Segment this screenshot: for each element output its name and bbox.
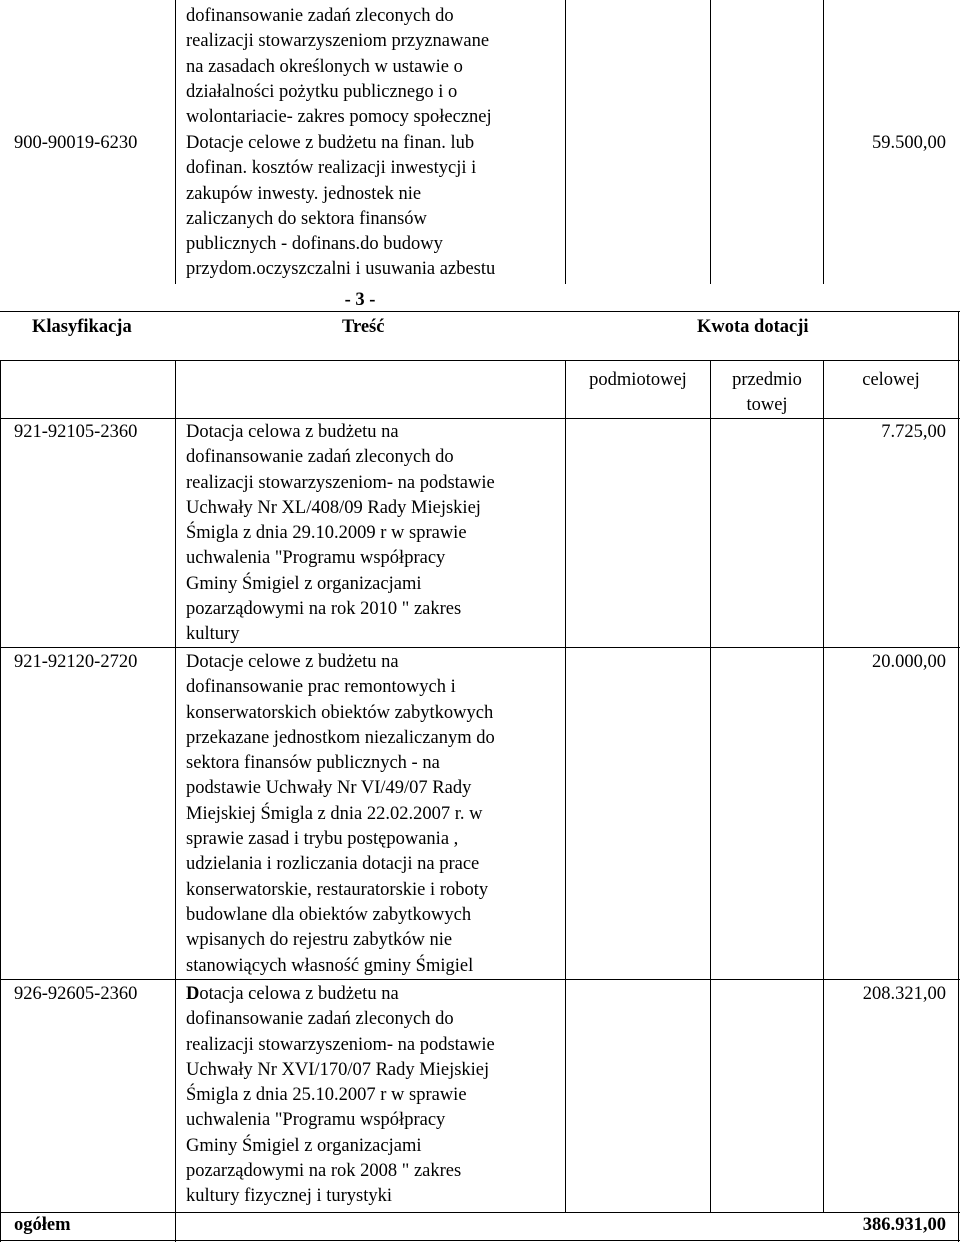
total-amount: 386.931,00	[862, 1215, 946, 1235]
col-divider	[823, 361, 824, 1212]
classification-code: 921-92120-2720	[14, 652, 138, 672]
row-description-rest: otacja celowa z budżetu na dofinansowanie zadań zleconych do realizacji stowarzyszeniom- na podstawie Uchwały Nr XVI/170/07 Rady Miejskiej Śmigla z dnia 25.10.2007 r w sprawie uchwalenia "Programu współpracy Gminy Śmigiel z organizacjami pozarządowymi na rok 2008 " zakres kultury fizycznej i turystyki	[186, 984, 495, 1207]
row-amount: 208.321,00	[862, 984, 946, 1004]
header-right-border	[958, 311, 959, 361]
row-description: Dotacja celowa z budżetu na dofinansowanie zadań zleconych do realizacji stowarzyszeniom- na podstawie Uchwały Nr XL/408/09 Rady Miejskiej Śmigla z dnia 29.10.2009 r w sprawie uchwalenia "Programu współpracy Gminy Śmigiel z organizacjami pozarządowymi na rok 2010 " zakres kultury	[186, 422, 495, 645]
bold-initial: D	[186, 984, 200, 1004]
col-divider	[710, 0, 711, 284]
col-divider	[710, 361, 711, 1212]
classification-code: 921-92105-2360	[14, 422, 138, 442]
page-number: - 3 -	[344, 290, 376, 310]
header-klasyfikacja: Klasyfikacja	[32, 317, 132, 337]
table-left-border	[0, 361, 1, 1242]
row-description: Dotacje celowe z budżetu na finan. lub dofinan. kosztów realizacji inwestycji i zakupów inwesty. jednostek nie zaliczanych do sektora finansów publicznych - dofinans.do budowy przydom.oczyszczalni i usuwania azbestu	[186, 133, 496, 280]
row-amount: 7.725,00	[881, 422, 946, 442]
classification-code: 926-92605-2360	[14, 984, 138, 1004]
col-divider	[175, 0, 176, 284]
total-label: ogółem	[14, 1215, 71, 1235]
col-divider	[823, 0, 824, 284]
table-bottom-border	[0, 1240, 960, 1241]
row-description	[186, 982, 495, 1210]
row-description: Dotacje celowe z budżetu na dofinansowanie prac remontowych i konserwatorskich obiektów zabytkowych przekazane jednostkom niezaliczanym do sektora finansów publicznych - na podstawie Uchwały Nr VI/49/07 Rady Miejskiej Śmigla z dnia 22.02.2007 r. w sprawie zasad i trybu postępowania , udzielania i rozliczania dotacji na prace konserwatorskie, restauratorskie i roboty budowlane dla obiektów zabytkowych wpisanych do rejestru zabytków nie stanowiących własność gminy Śmigiel	[186, 652, 495, 976]
row-divider	[0, 1212, 960, 1213]
row-amount: 59.500,00	[872, 133, 946, 153]
col-divider	[565, 0, 566, 284]
classification-code: 900-90019-6230	[14, 133, 138, 153]
row-divider	[0, 979, 960, 980]
header-bottom-border	[0, 360, 960, 361]
table-right-border	[958, 361, 959, 1242]
header-tresc: Treść	[342, 317, 385, 337]
row-amount: 20.000,00	[872, 652, 946, 672]
subheader-celowej: celowej	[862, 370, 920, 390]
header-kwota-dotacji: Kwota dotacji	[697, 317, 809, 337]
subheader-bottom-border	[0, 418, 960, 419]
header-top-border	[0, 311, 960, 312]
subheader-podmiotowej: podmiotowej	[589, 370, 687, 390]
subheader-przedmiotowej: przedmio towej	[732, 370, 802, 415]
continued-text: dofinansowanie zadań zleconych do realizacji stowarzyszeniom przyznawane na zasadach określonych w ustawie o działalności pożytku publicznego i o wolontariacie- zakres pomocy społecznej	[186, 6, 492, 128]
col-divider	[565, 361, 566, 1212]
col-divider	[175, 361, 176, 1242]
